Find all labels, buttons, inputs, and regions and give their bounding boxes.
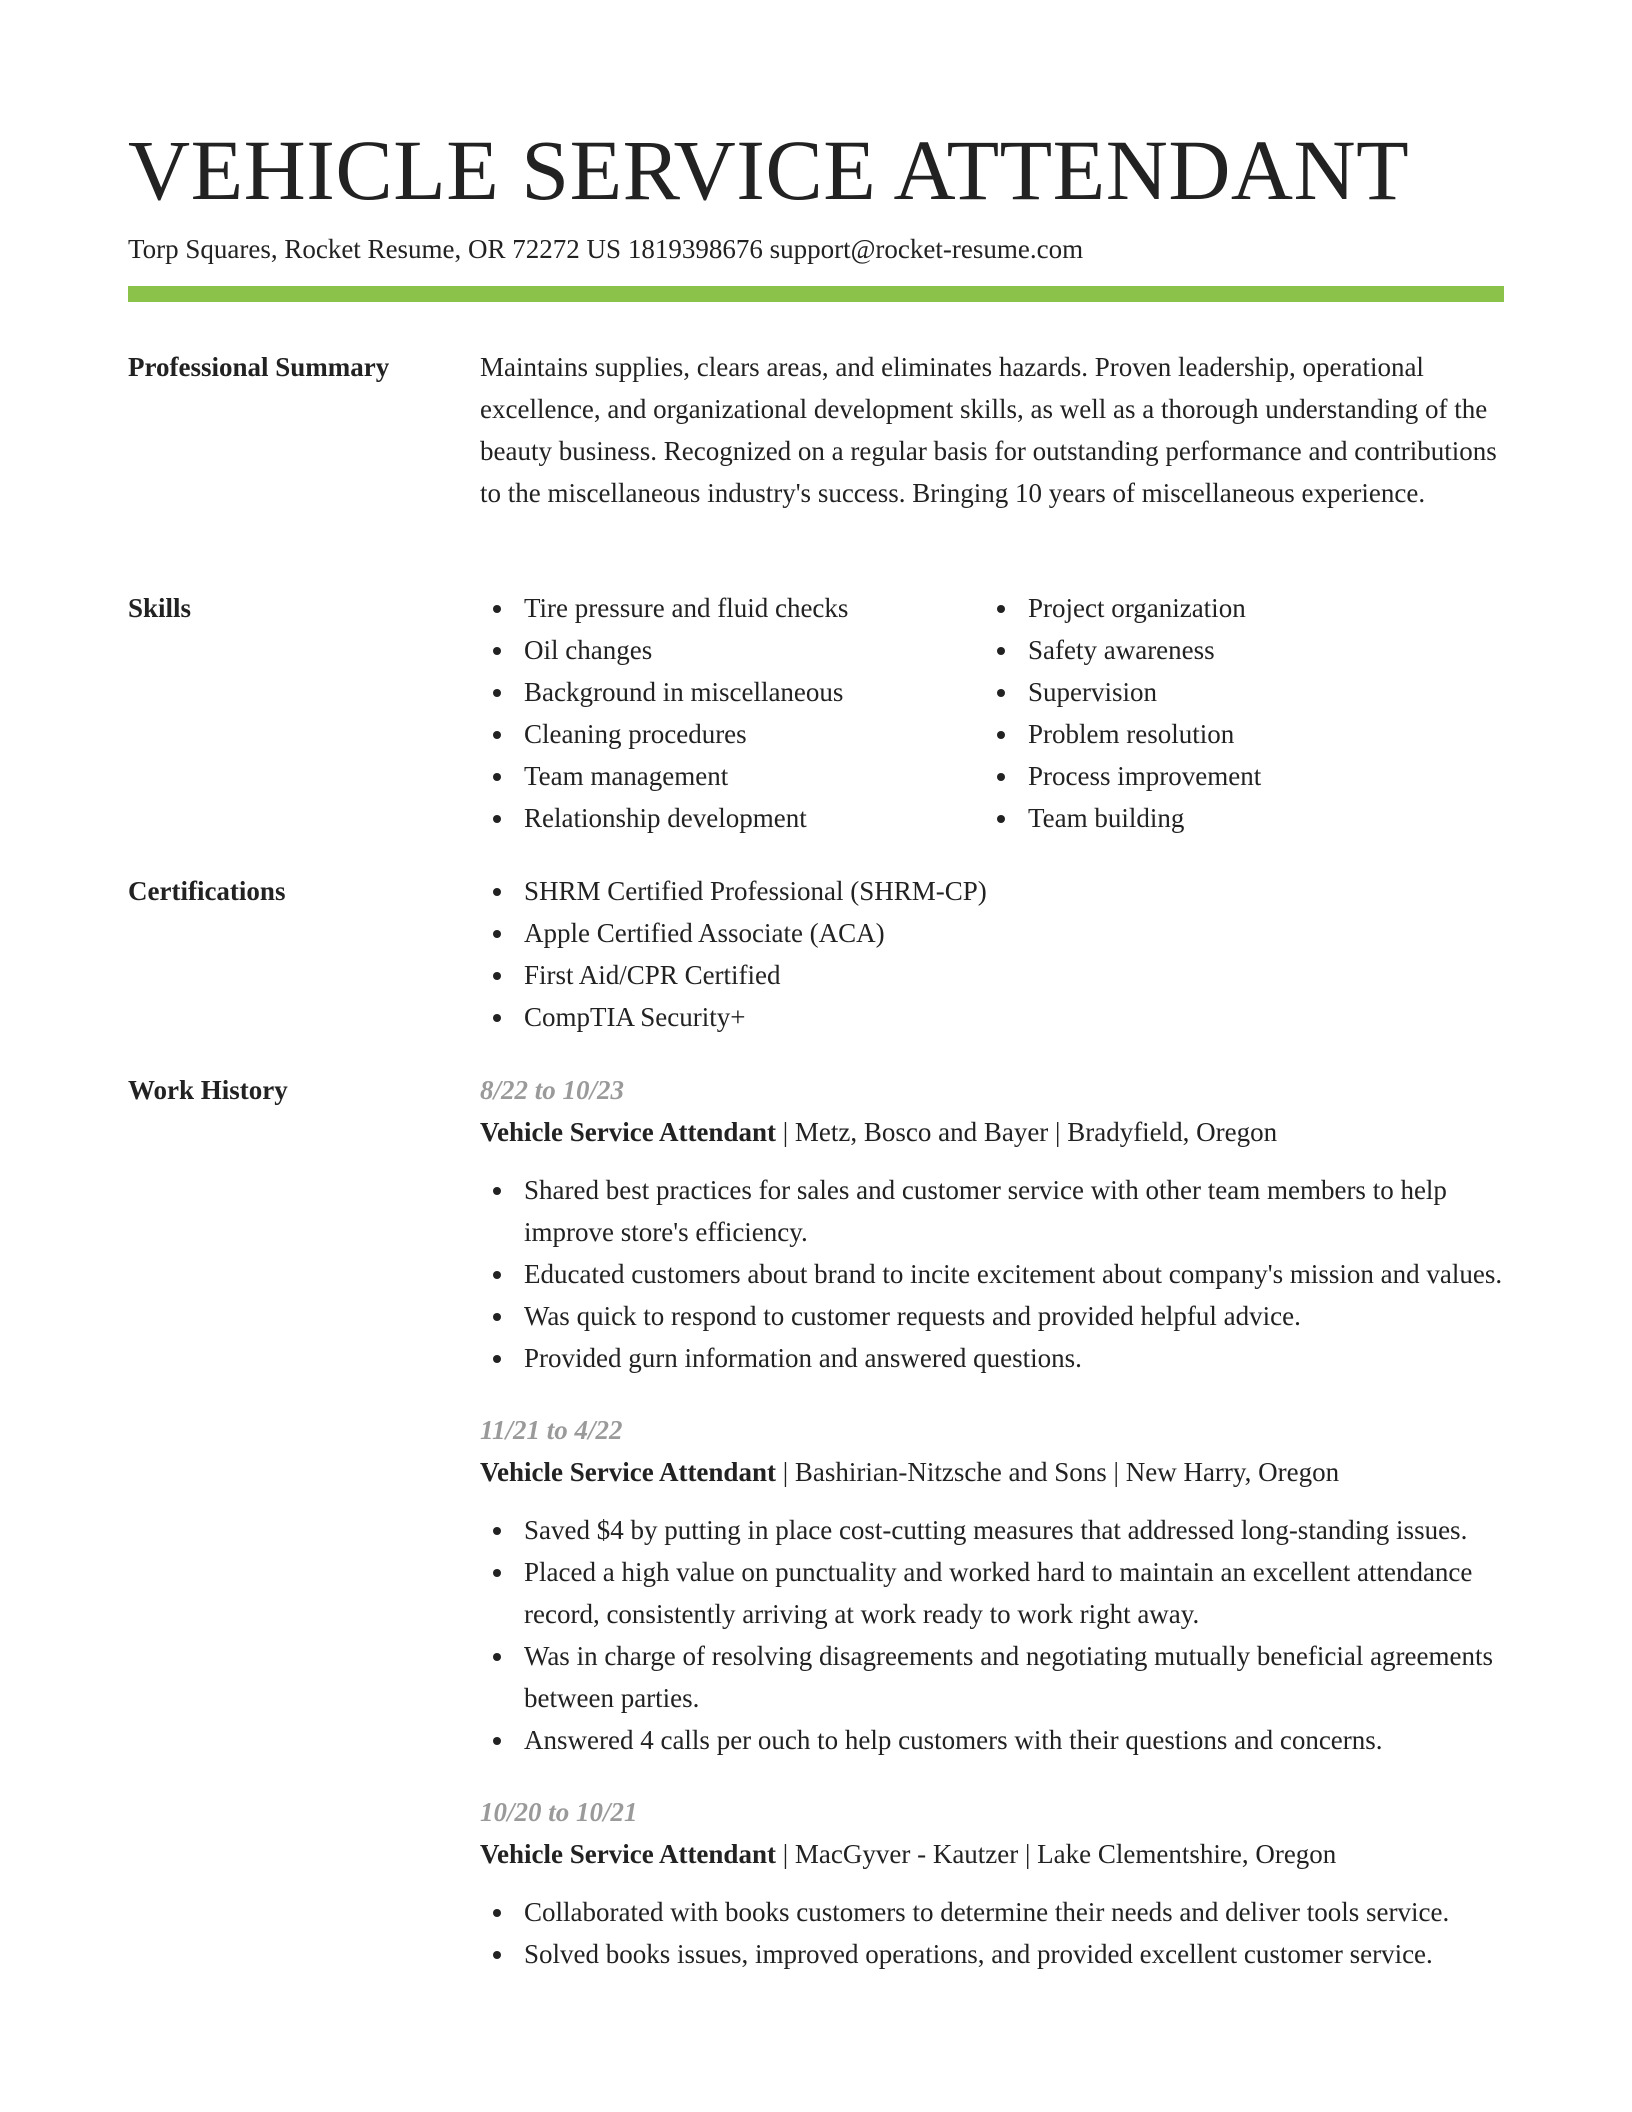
- skill-item: Team building: [984, 797, 1488, 839]
- job-heading: [480, 1833, 1504, 1875]
- skills-grid: [480, 587, 1504, 839]
- skill-item: Problem resolution: [984, 713, 1488, 755]
- accent-divider: [128, 286, 1504, 302]
- certification-item: SHRM Certified Professional (SHRM-CP): [480, 870, 1504, 912]
- job-heading: [480, 1111, 1504, 1153]
- resume-title: VEHICLE SERVICE ATTENDANT: [128, 122, 1410, 218]
- job-bullet: Solved books issues, improved operations, and provided excellent customer service.: [480, 1933, 1504, 1975]
- skill-item: Safety awareness: [984, 629, 1488, 671]
- job-bullets: [480, 1169, 1504, 1379]
- skills-list-left: [480, 587, 984, 839]
- job-bullet: Educated customers about brand to incite excitement about company's mission and values.: [480, 1253, 1504, 1295]
- certification-item: CompTIA Security+: [480, 996, 1504, 1038]
- job-dates: 10/20 to 10/21: [480, 1797, 638, 1827]
- job-title: Vehicle Service Attendant: [480, 1457, 776, 1487]
- skill-item: Supervision: [984, 671, 1488, 713]
- certifications-heading: Certifications: [128, 876, 286, 906]
- job-heading: [480, 1451, 1504, 1493]
- contact-line: Torp Squares, Rocket Resume, OR 72272 US 1819398676 support@rocket-resume.com: [128, 234, 1084, 264]
- skills-list-right: [984, 587, 1488, 839]
- job-bullet: Answered 4 calls per ouch to help customers with their questions and concerns.: [480, 1719, 1504, 1761]
- skills-heading: Skills: [128, 593, 192, 623]
- summary-body: [480, 346, 1504, 514]
- work-history-body: [480, 1069, 1504, 2005]
- skill-item: Process improvement: [984, 755, 1488, 797]
- skill-item: Background in miscellaneous: [480, 671, 984, 713]
- job-entry: [480, 1409, 1504, 1761]
- job-details: | MacGyver - Kautzer | Lake Clementshire, Oregon: [775, 1839, 1337, 1869]
- skill-item: Cleaning procedures: [480, 713, 984, 755]
- job-bullet: Shared best practices for sales and customer service with other team members to help improve store's efficiency.: [480, 1169, 1504, 1253]
- job-dates: 11/21 to 4/22: [480, 1415, 623, 1445]
- job-entry: [480, 1069, 1504, 1379]
- job-dates: 8/22 to 10/23: [480, 1075, 625, 1105]
- job-title: Vehicle Service Attendant: [480, 1839, 776, 1869]
- work-history-heading: Work History: [128, 1075, 288, 1105]
- certification-item: First Aid/CPR Certified: [480, 954, 1504, 996]
- summary-heading: Professional Summary: [128, 352, 390, 382]
- certification-item: Apple Certified Associate (ACA): [480, 912, 1504, 954]
- job-bullets: [480, 1509, 1504, 1761]
- job-entry: [480, 1791, 1504, 1975]
- job-bullet: Was quick to respond to customer requests and provided helpful advice.: [480, 1295, 1504, 1337]
- job-bullet: Collaborated with books customers to determine their needs and deliver tools service.: [480, 1891, 1504, 1933]
- skill-item: Project organization: [984, 587, 1488, 629]
- skill-item: Oil changes: [480, 629, 984, 671]
- job-details: | Bashirian-Nitzsche and Sons | New Harry, Oregon: [775, 1457, 1340, 1487]
- job-bullet: Provided gurn information and answered questions.: [480, 1337, 1504, 1379]
- skill-item: Tire pressure and fluid checks: [480, 587, 984, 629]
- job-bullets: [480, 1891, 1504, 1975]
- job-details: | Metz, Bosco and Bayer | Bradyfield, Oregon: [775, 1117, 1278, 1147]
- job-bullet: Saved $4 by putting in place cost-cutting measures that addressed long-standing issues.: [480, 1509, 1504, 1551]
- summary-text: Maintains supplies, clears areas, and eliminates hazards. Proven leadership, operational excellence, and organizational development skills, as well as a thorough understanding of the beauty business. Recognized on a regular basis for outstanding performance and contributions to the miscellaneous industry's success. Bringing 10 years of miscellaneous experience.: [480, 352, 1497, 508]
- job-bullet: Placed a high value on punctuality and worked hard to maintain an excellent attendance record, consistently arriving at work ready to work right away.: [480, 1551, 1504, 1635]
- skill-item: Team management: [480, 755, 984, 797]
- skill-item: Relationship development: [480, 797, 984, 839]
- job-title: Vehicle Service Attendant: [480, 1117, 776, 1147]
- certifications-body: [480, 870, 1504, 1038]
- job-bullet: Was in charge of resolving disagreements and negotiating mutually beneficial agreements between parties.: [480, 1635, 1504, 1719]
- certifications-list: [480, 870, 1504, 1038]
- skills-body: [480, 587, 1504, 839]
